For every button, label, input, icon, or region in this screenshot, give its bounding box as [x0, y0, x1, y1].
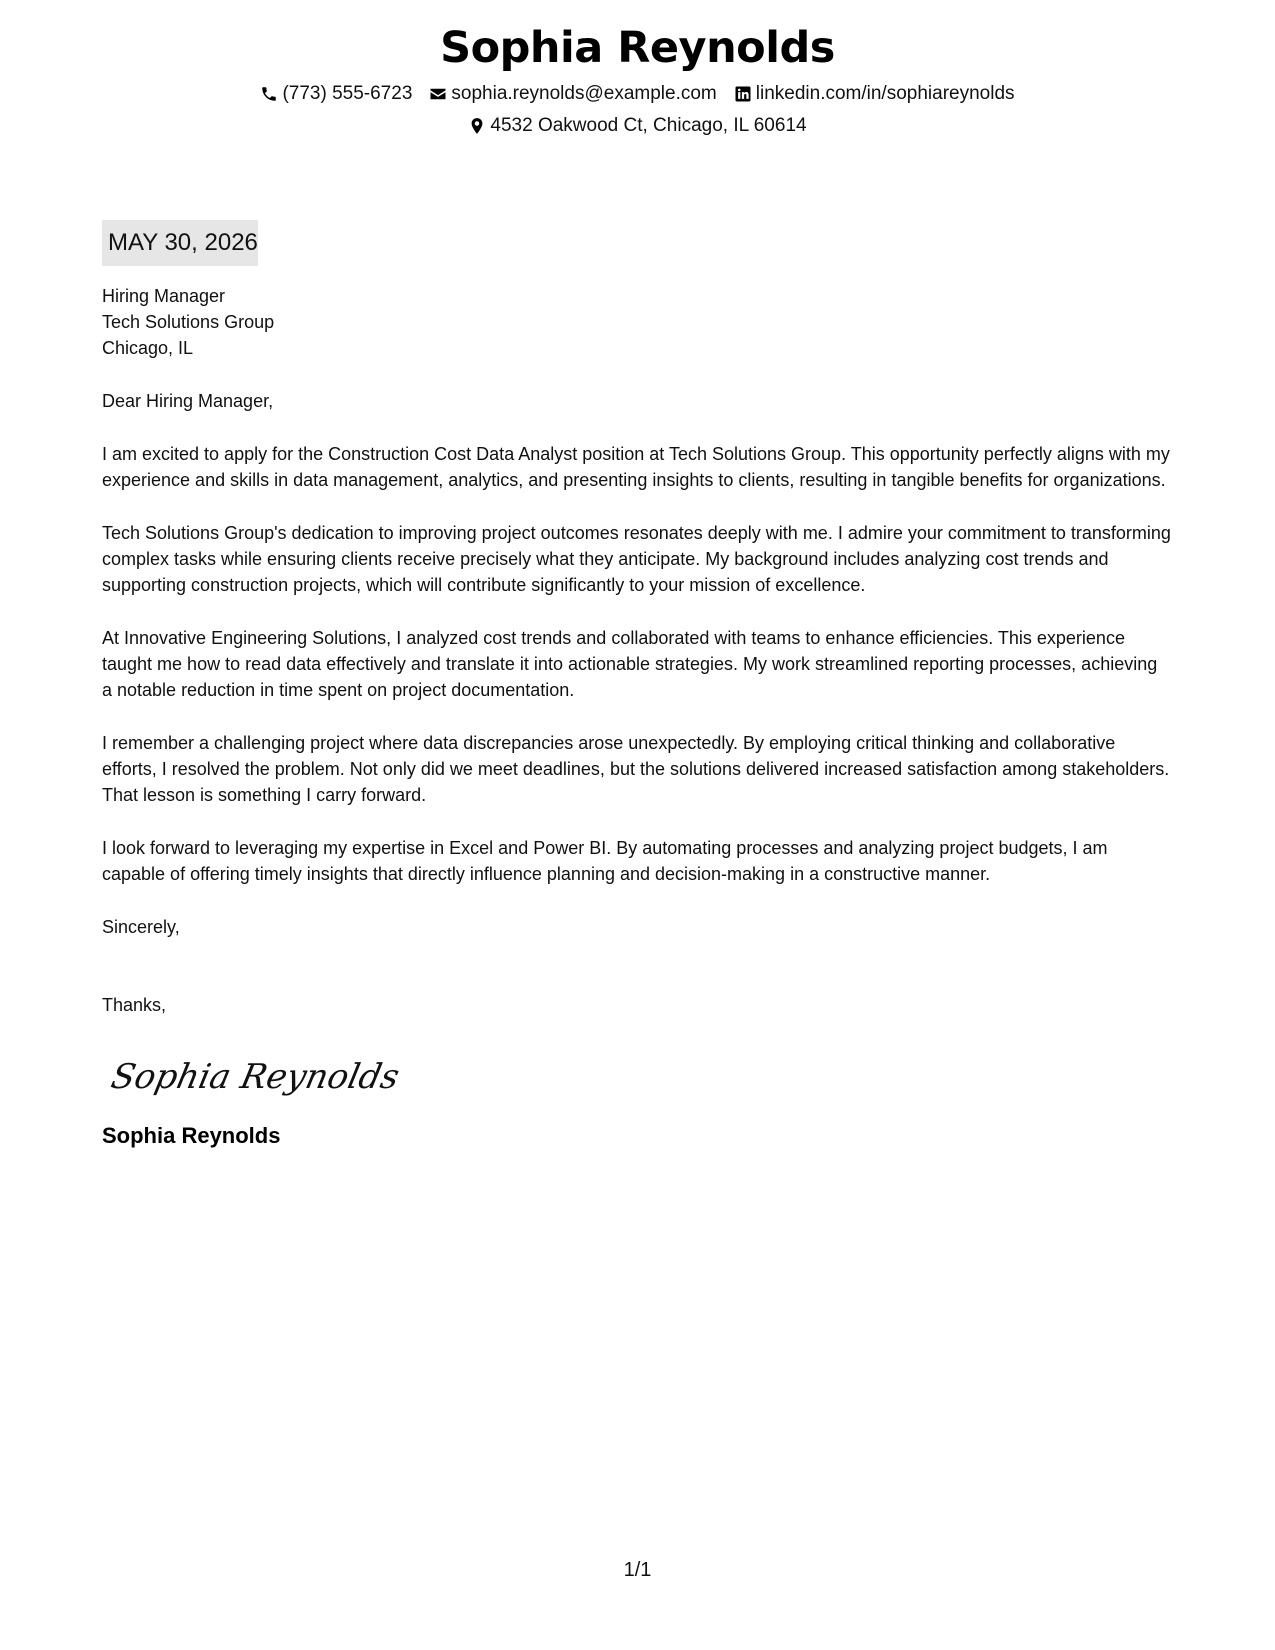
signed-name: Sophia Reynolds: [102, 1123, 281, 1148]
closing: Sincerely,: [102, 917, 180, 937]
letter-date: MAY 30, 2026: [102, 220, 258, 266]
address-text: 4532 Oakwood Ct, Chicago, IL 60614: [490, 115, 807, 136]
body-paragraph: Tech Solutions Group's dedication to improving project outcomes resonates deeply with me. I admire your commitment to transforming complex tasks while ensuring clients receive precisely what they anticipate. My background includes analyzing cost trends and supporting construction projects, which will contribute significantly to your mission of excellence.: [102, 523, 1171, 595]
linkedin-text[interactable]: linkedin.com/in/sophiareynolds: [755, 83, 1015, 104]
body-paragraph: I look forward to leveraging my expertise in Excel and Power BI. By automating processes and analyzing project budgets, I am capable of offering timely insights that directly influence planning and decision-making in a constructive manner.: [102, 838, 1108, 884]
body-paragraph: I remember a challenging project where data discrepancies arose unexpectedly. By employing critical thinking and collaborative efforts, I resolved the problem. Not only did we meet deadlines, but the solutions delivered increased satisfaction among stakeholders. That lesson is something I carry forward.: [102, 733, 1170, 805]
contact-line: [0, 82, 1275, 106]
body-paragraph: At Innovative Engineering Solutions, I analyzed cost trends and collaborated with teams to enhance efficiencies. This experience taught me how to read data effectively and translate it into actionable strategies. My work streamlined reporting processes, achieving a notable reduction in time spent on project documentation.: [102, 628, 1158, 700]
recipient-block: [102, 283, 1172, 361]
body-paragraph: I am excited to apply for the Construction Cost Data Analyst position at Tech Solutions Group. This opportunity perfectly aligns with my experience and skills in data management, analytics, and presenting insights to clients, resulting in tangible benefits for organizations.: [102, 444, 1170, 490]
envelope-icon: [429, 85, 447, 103]
letter-body: [102, 220, 1172, 1150]
phone-icon: [260, 85, 278, 103]
email-contact[interactable]: [429, 82, 716, 106]
recipient-company: Tech Solutions Group: [102, 312, 275, 332]
letter-header: [0, 20, 1275, 138]
salutation: Dear Hiring Manager,: [102, 391, 274, 411]
recipient-location: Chicago, IL: [102, 338, 194, 358]
recipient-title: Hiring Manager: [102, 286, 226, 306]
email-text[interactable]: sophia.reynolds@example.com: [451, 83, 717, 104]
svg-text:Sophia Reynolds: Sophia Reynolds: [107, 1057, 403, 1097]
linkedin-icon: [734, 85, 752, 103]
address-contact: [468, 114, 806, 138]
address-line: [0, 114, 1275, 138]
handwritten-signature: [107, 1048, 403, 1108]
page-number: 1/1: [623, 1559, 652, 1581]
linkedin-contact[interactable]: [734, 82, 1015, 106]
thanks: Thanks,: [102, 995, 167, 1015]
phone-text: (773) 555-6723: [282, 83, 413, 104]
map-pin-icon: [468, 117, 486, 135]
applicant-name: Sophia Reynolds: [440, 23, 835, 73]
phone-contact: [260, 82, 412, 106]
